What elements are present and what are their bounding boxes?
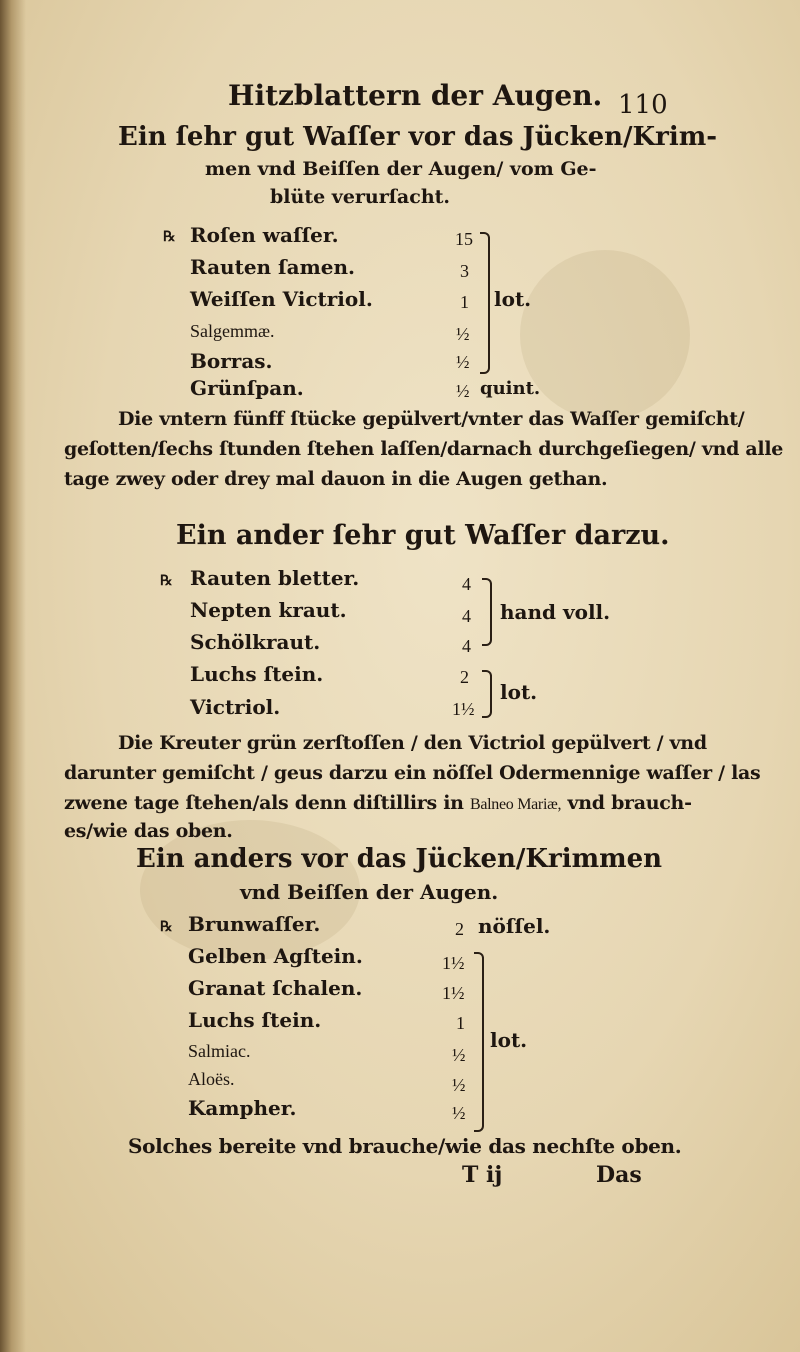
ingredient-quantity: 1½ [442, 983, 465, 1003]
unit-label: hand voll. [500, 600, 611, 624]
grouping-brace [482, 578, 492, 646]
ingredient-quantity: 4 [462, 636, 471, 656]
ingredient-name: Roſen waſſer. [190, 223, 339, 247]
ingredient-name: Victriol. [190, 695, 281, 719]
ingredient-quantity: 4 [462, 606, 471, 626]
unit-label: quint. [480, 378, 541, 399]
latin-phrase: Balneo Mariæ, [469, 796, 562, 813]
signature-mark: T ij [462, 1162, 503, 1188]
ingredient-quantity: 2 [460, 667, 469, 687]
instruction-text: Die Kreuter grün zerſtoſſen / den Victriol gepülvert / vnd [118, 732, 707, 754]
ingredient-name: Aloës. [188, 1069, 235, 1089]
grouping-brace [482, 670, 492, 718]
ingredient-name: Rauten bletter. [190, 566, 360, 590]
unit-label: nöſſel. [478, 914, 551, 938]
recipe-symbol: ℞ [163, 229, 176, 245]
recipe-symbol: ℞ [160, 573, 173, 589]
instruction-text [64, 794, 692, 813]
ingredient-quantity: 1 [460, 292, 469, 312]
instruction-text: es/wie das oben. [64, 820, 233, 842]
instruction-text: darunter gemiſcht / geus darzu ein nöſſel Odermennige waſſer / las [64, 762, 761, 784]
instruction-text: tage zwey oder drey mal dauon in die Augen gethan. [64, 468, 608, 490]
catchword: Das [596, 1162, 642, 1188]
ingredient-name: Luchs ſtein. [190, 662, 324, 686]
ingredient-quantity: ½ [456, 324, 470, 344]
section3-title-line1: Ein anders vor das Jücken/Krimmen [136, 844, 663, 874]
unit-label: lot. [500, 680, 538, 704]
ingredient-name: Rauten ſamen. [190, 255, 355, 279]
running-head: Hitzblattern der Augen. [228, 79, 603, 112]
ingredient-name: Nepten kraut. [190, 598, 347, 622]
instruction-text-part: vnd brauch- [567, 792, 692, 814]
ingredient-quantity: 3 [460, 261, 469, 281]
ingredient-name: Kampher. [188, 1096, 297, 1120]
ingredient-quantity: ½ [452, 1103, 466, 1123]
closing-text: Solches bereite vnd brauche/wie das nechſte oben. [128, 1134, 682, 1158]
folio-number: 110 [618, 90, 668, 120]
ingredient-name: Brunwaſſer. [188, 912, 321, 936]
instruction-text-part: zwene tage ſtehen/als denn diſtillirs in [64, 792, 464, 814]
ingredient-quantity: 1½ [452, 699, 475, 719]
ingredient-quantity: ½ [456, 352, 470, 372]
grouping-brace [480, 232, 490, 374]
ingredient-name: Weiſſen Victriol. [190, 287, 373, 311]
recipe-symbol: ℞ [160, 919, 173, 935]
section1-title-line2: men vnd Beiſſen der Augen/ vom Ge- [205, 158, 597, 180]
unit-label: lot. [494, 287, 532, 311]
paper-stain [520, 250, 690, 420]
ingredient-name: Grünſpan. [190, 376, 304, 400]
section1-title-line3: blüte verurſacht. [270, 186, 451, 208]
ingredient-quantity: 1½ [442, 953, 465, 973]
ingredient-quantity: 1 [456, 1013, 465, 1033]
section1-title-line1: Ein ſehr gut Waſſer vor das Jücken/Krim- [118, 122, 718, 152]
instruction-text: Die vntern fünff ſtücke gepülvert/vnter das Waſſer gemiſcht/ [118, 408, 745, 430]
ingredient-name: Gelben Agſtein. [188, 944, 363, 968]
ingredient-name: Salgemmæ. [190, 321, 275, 341]
grouping-brace [474, 952, 484, 1132]
ingredient-name: Luchs ſtein. [188, 1008, 322, 1032]
ingredient-quantity: 4 [462, 574, 471, 594]
ingredient-quantity: 15 [455, 229, 473, 249]
ingredient-quantity: ½ [452, 1045, 466, 1065]
ingredient-quantity: 2 [455, 919, 464, 939]
unit-label: lot. [490, 1028, 528, 1052]
ingredient-name: Granat ſchalen. [188, 976, 363, 1000]
section2-title: Ein ander ſehr gut Waſſer darzu. [176, 520, 670, 551]
ingredient-name: Schölkraut. [190, 630, 321, 654]
instruction-text: geſotten/ſechs ſtunden ſtehen laſſen/darnach durchgeſiegen/ vnd alle [64, 438, 784, 460]
ingredient-name: Borras. [190, 349, 273, 373]
ingredient-name: Salmiac. [188, 1041, 251, 1061]
ingredient-quantity: ½ [452, 1075, 466, 1095]
section3-title-line2: vnd Beiſſen der Augen. [240, 880, 499, 904]
page-edge-shadow [0, 0, 26, 1352]
ingredient-quantity: ½ [456, 381, 470, 401]
